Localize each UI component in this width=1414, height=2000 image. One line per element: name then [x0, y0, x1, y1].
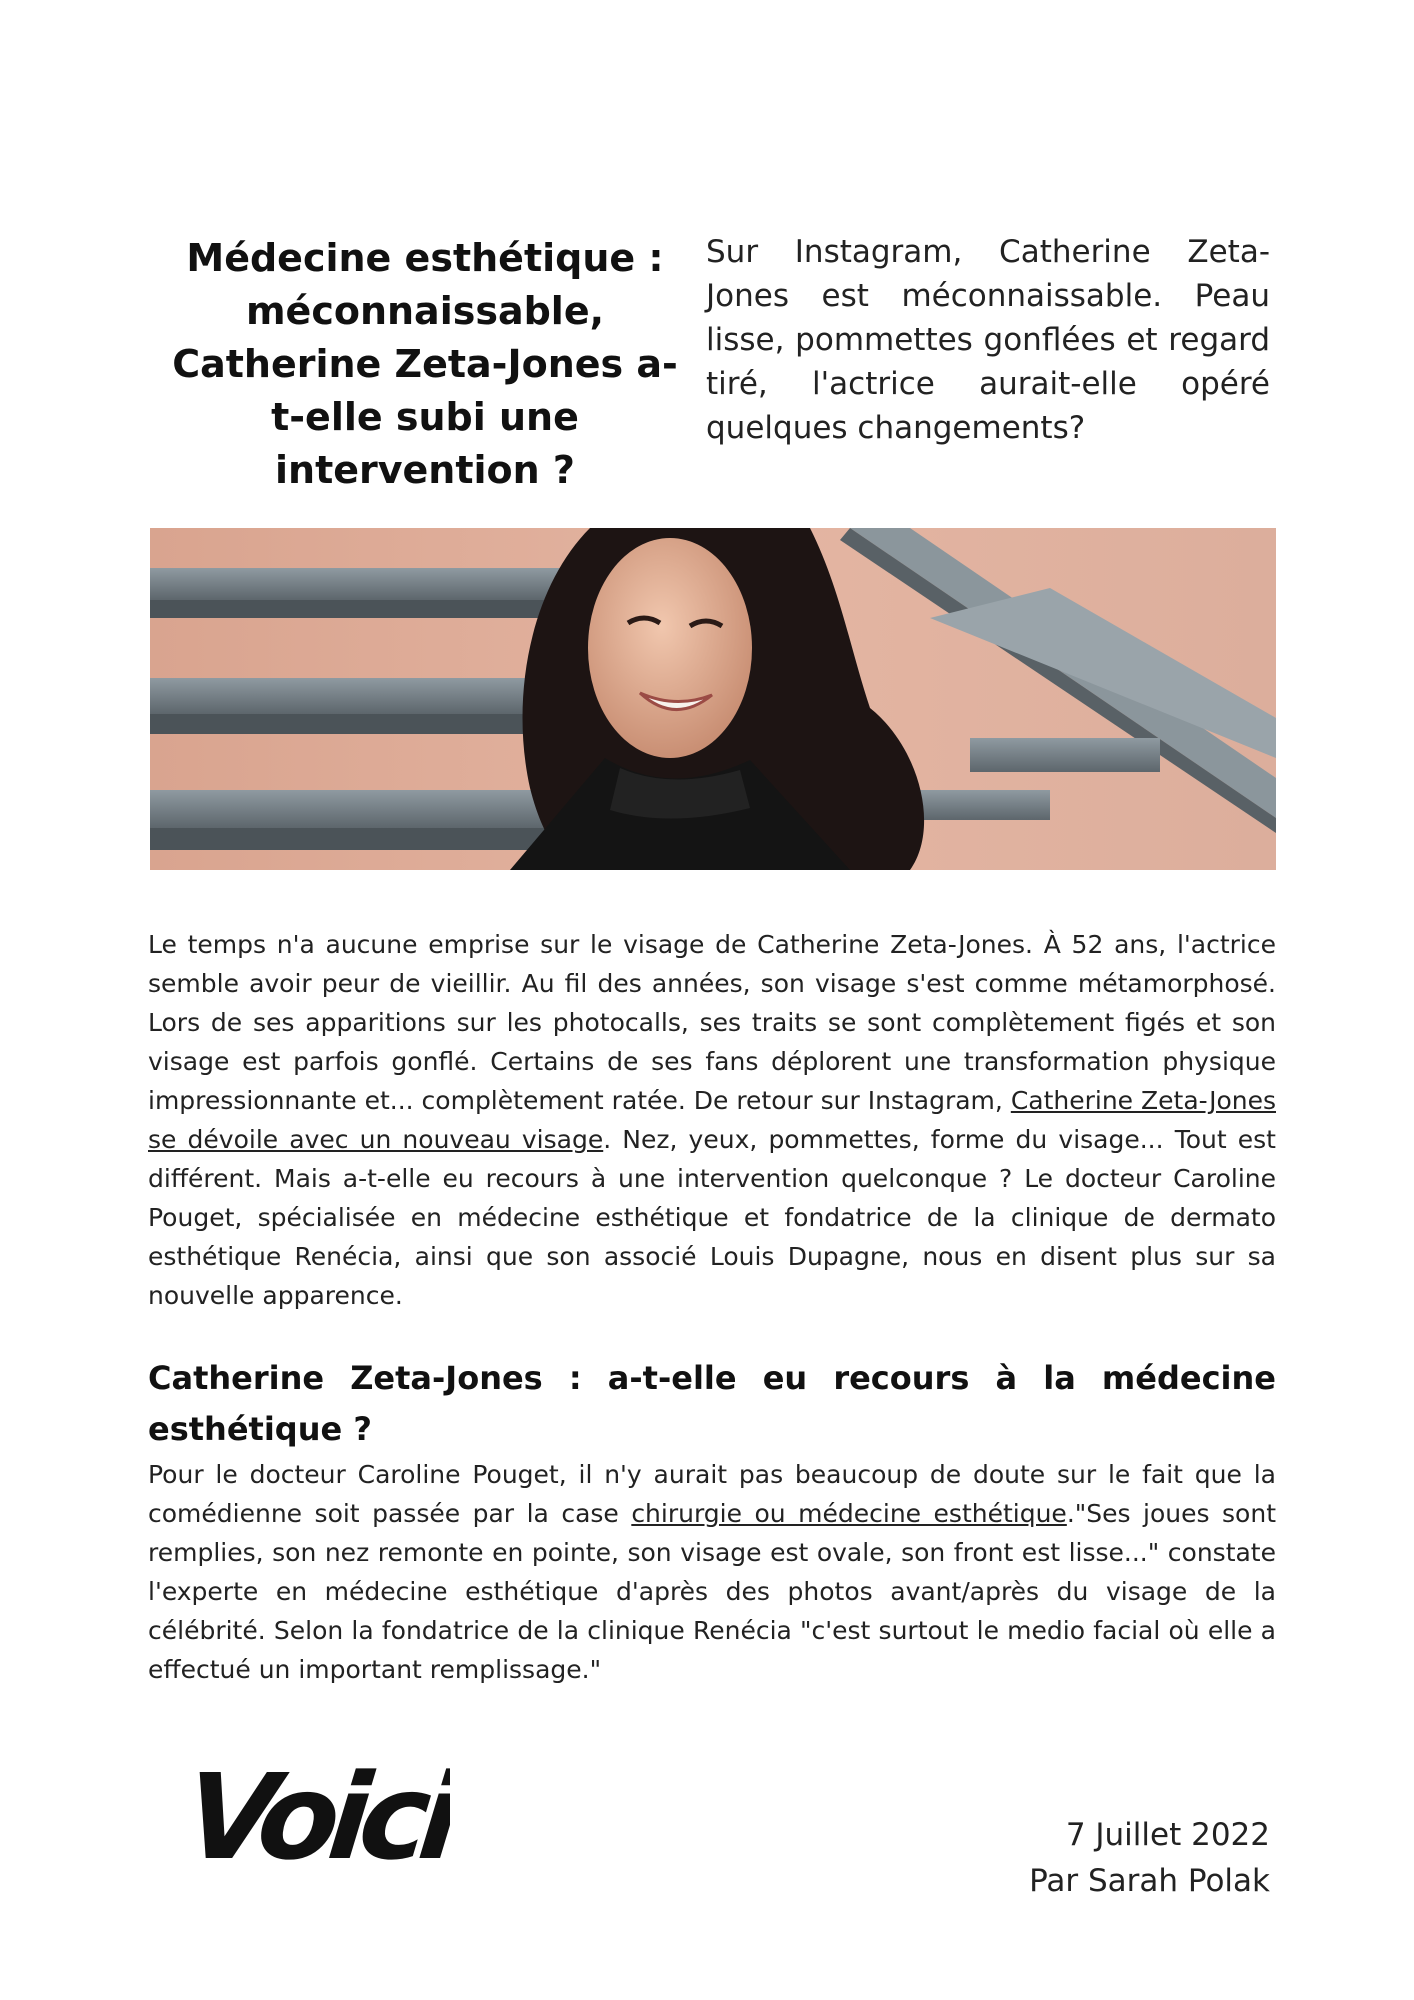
author-byline: Par Sarah Polak	[1029, 1863, 1270, 1899]
body1-text-end: . Nez, yeux, pommettes, forme du visage... Tout est différent. Mais a-t-elle eu recours à une intervention quelconque ? Le docteur Caroline Pouget, spécialisée en médecine esthétique et fondatrice de la clinique de dermato esthétique Renécia, ainsi que son associé Louis Dupagne, nous en disent plus sur sa nouvelle apparence.	[148, 1125, 1276, 1310]
voici-logo	[190, 1740, 450, 1880]
article-meta	[900, 1812, 1270, 1904]
publish-date: 7 Juillet 2022	[1065, 1817, 1270, 1853]
body1-text-start: Le temps n'a aucune emprise sur le visage de Catherine Zeta-Jones. À 52 ans, l'actrice semble avoir peur de vieillir. Au fil des années, son visage s'est comme métamorphosé. Lors de ses apparitions sur les photocalls, ses traits se sont complètement figés et son visage est parfois gonflé. Certains de ses fans déplorent une transformation physique impressionnante et... complètement ratée. De retour sur Instagram,	[148, 930, 1276, 1115]
svg-text:Voici: Voici	[190, 1748, 450, 1880]
article-title: Médecine esthétique : méconnaissable, Catherine Zeta-Jones a-t-elle subi une intervention ?	[172, 236, 678, 492]
article-photo	[150, 528, 1276, 870]
body2-text-end: ."Ses joues sont remplies, son nez remonte en pointe, son visage est ovale, son front est lisse..." constate l'experte en médecine esthétique d'après des photos avant/après du visage de la célébrité. Selon la fondatrice de la clinique Renécia "c'est surtout le medio facial où elle a effectué un important remplissage."	[148, 1499, 1277, 1684]
nouveau-visage-link[interactable]: Catherine Zeta-Jones se dévoile avec un nouveau visage	[148, 1086, 1276, 1154]
article-lede: Sur Instagram, Catherine Zeta-Jones est méconnaissable. Peau lisse, pommettes gonflées et regard tiré, l'actrice aurait-elle opéré quelques changements?	[706, 234, 1270, 446]
chirurgie-link[interactable]: chirurgie ou médecine esthétique	[631, 1499, 1067, 1528]
body2-text-start: Pour le docteur Caroline Pouget, il n'y aurait pas beaucoup de doute sur le fait que la comédienne soit passée par la case	[148, 1460, 1276, 1528]
article-body-paragraph-1	[148, 925, 1276, 1315]
voici-logo-mark	[190, 1740, 450, 1880]
article-body-paragraph-2	[148, 1455, 1276, 1689]
article-subheading: Catherine Zeta-Jones : a-t-elle eu recours à la médecine esthétique ?	[148, 1359, 1276, 1448]
